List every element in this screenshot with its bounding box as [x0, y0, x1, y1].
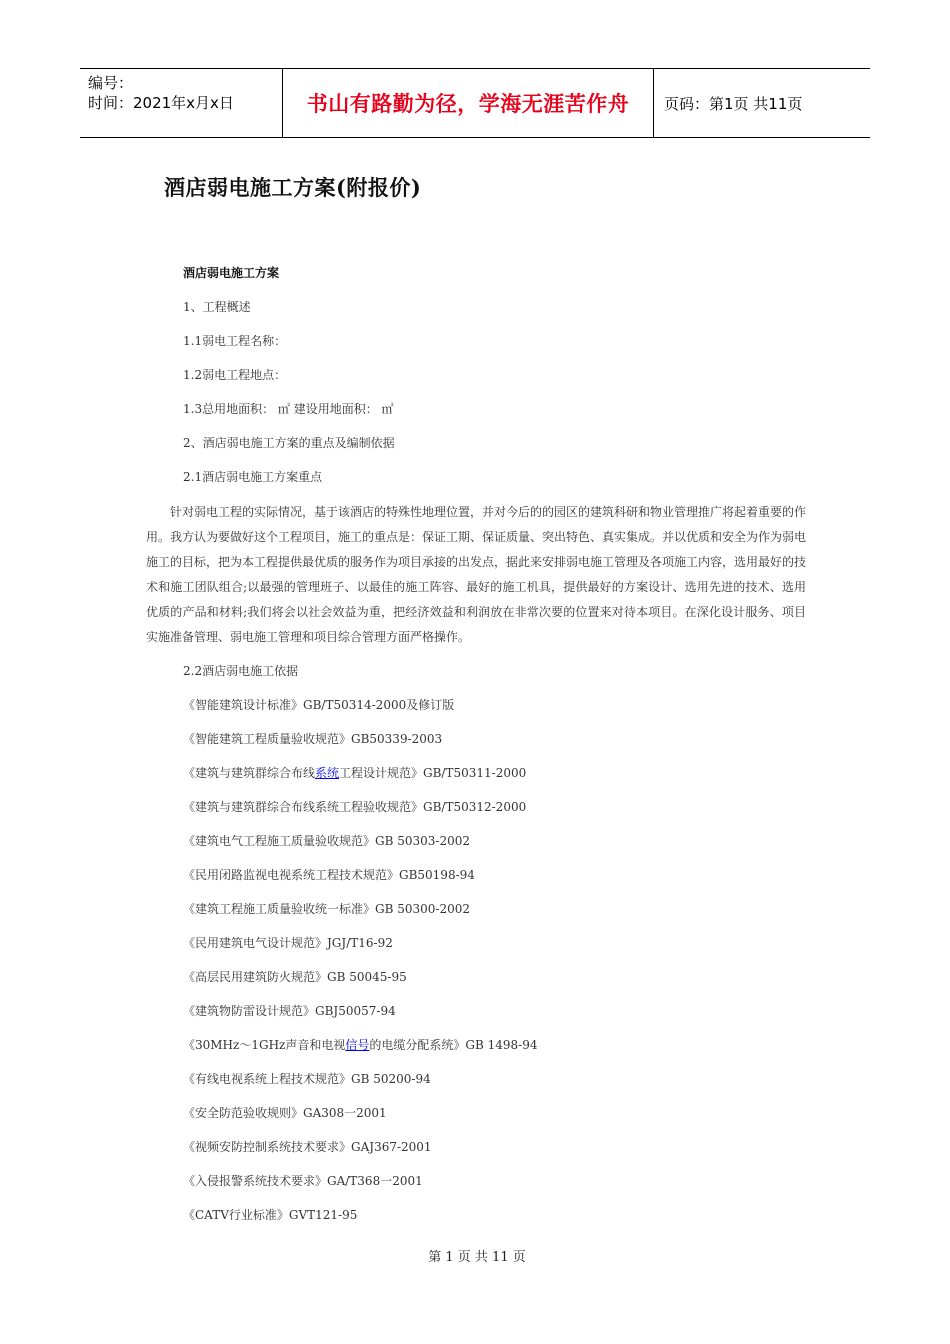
body-paragraph: 针对弱电工程的实际情况，基于该酒店的特殊性地理位置，并对今后的的园区的建筑科研和物业管理推广将起着重要的作用。我方认为要做好这个工程项目，施工的重点是：保证工期、保证质量、突出特色、真实集成。并以优质和安全为作为弱电施工的目标，把为本工程提供最优质的服务作为项目承接的出发点，据此来安排弱电施工管理及各项施工内容，选用最好的技术和施工团队组合;以最强的管理班子、以最佳的施工阵容、最好的施工机具，提供最好的方案设计、选用先进的技术、选用优质的产品和材料;我们将会以社会效益为重，把经济效益和利润放在非常次要的位置来对待本项目。在深化设计服务、项目实施准备管理、弱电施工管理和项目综合管理方面严格操作。 [146, 505, 807, 644]
header-motto-cell [282, 69, 654, 137]
standard-item: 《视频安防控制系统技术要求》GAJ367-2001 [183, 1140, 432, 1154]
standard-item: 《民用闭路监视电视系统工程技术规范》GB50198-94 [183, 868, 475, 882]
document-body [146, 256, 806, 1232]
standard-item: 《建筑物防雷设计规范》GBJ50057-94 [183, 1004, 396, 1018]
standard-item: 《智能建筑设计标准》GB/T50314-2000及修订版 [183, 698, 455, 712]
number-label: 编号： [88, 74, 134, 92]
standard-text: 《建筑与建筑群综合布线 [183, 766, 316, 780]
standard-item: 《CATV行业标准》GVT121-95 [183, 1208, 358, 1222]
subtitle: 酒店弱电施工方案 [183, 266, 280, 280]
section-item: 2.1酒店弱电施工方案重点 [183, 470, 323, 484]
section-heading: 1、工程概述 [183, 300, 251, 314]
link-system[interactable]: 系统 [315, 766, 340, 780]
section-item: 1.3总用地面积： ㎡ 建设用地面积： ㎡ [183, 402, 394, 416]
document-title: 酒店弱电施工方案(附报价) [164, 175, 422, 200]
section-heading: 2、酒店弱电施工方案的重点及编制依据 [183, 436, 395, 450]
header-page-label: 页码：第1页 共11页 [664, 94, 803, 113]
standard-text: 工程设计规范》GB/T50311-2000 [339, 766, 527, 780]
page-footer: 第 1 页 共 11 页 [428, 1250, 526, 1265]
standard-text: 的电缆分配系统》GB 1498-94 [369, 1038, 538, 1052]
standard-item [146, 756, 806, 790]
header-page-cell [654, 69, 870, 137]
standard-item: 《安全防范验收规则》GA308一2001 [183, 1106, 387, 1120]
standard-item: 《有线电视系统上程技术规范》GB 50200-94 [183, 1072, 431, 1086]
motto: 书山有路勤为径，学海无涯苦作舟 [306, 92, 630, 116]
standard-item: 《建筑电气工程施工质量验收规范》GB 50303-2002 [183, 834, 470, 848]
standard-item: 《高层民用建筑防火规范》GB 50045-95 [183, 970, 407, 984]
section-item: 1.2弱电工程地点： [183, 368, 287, 382]
standard-item [146, 1028, 806, 1062]
standard-item: 《建筑与建筑群综合布线系统工程验收规范》GB/T50312-2000 [183, 800, 527, 814]
link-signal[interactable]: 信号 [345, 1038, 370, 1052]
standard-item: 《民用建筑电气设计规范》JGJ/T16-92 [183, 936, 393, 950]
page-header [80, 68, 870, 138]
section-item: 2.2酒店弱电施工依据 [183, 664, 299, 678]
standard-text: 《30MHz～1GHz声音和电视 [183, 1038, 346, 1052]
standard-item: 《智能建筑工程质量验收规范》GB50339-2003 [183, 732, 443, 746]
standard-item: 《建筑工程施工质量验收统一标准》GB 50300-2002 [183, 902, 470, 916]
section-item: 1.1弱电工程名称： [183, 334, 287, 348]
date-label: 时间：2021年x月x日 [88, 94, 234, 112]
header-meta [80, 69, 282, 137]
standard-item: 《入侵报警系统技术要求》GA/T368一2001 [183, 1174, 423, 1188]
